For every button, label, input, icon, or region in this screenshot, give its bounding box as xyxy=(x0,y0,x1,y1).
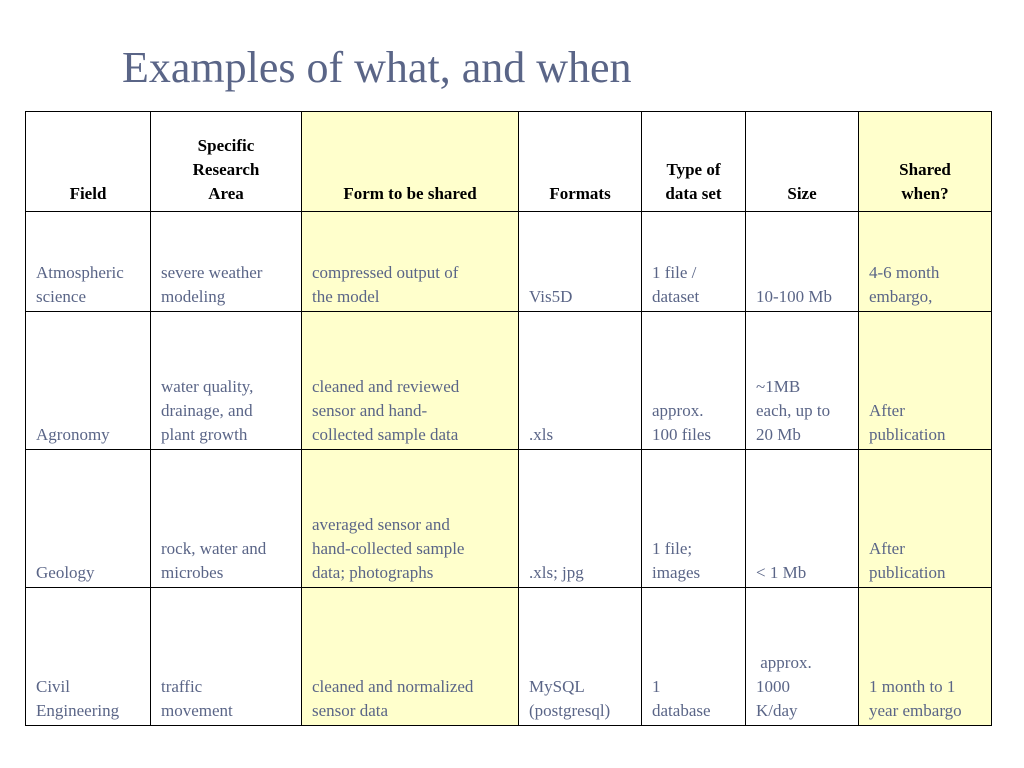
cell-text: dataset xyxy=(652,287,700,306)
header-text: when? xyxy=(901,184,949,203)
cell-research-area xyxy=(151,212,302,312)
cell-formats xyxy=(519,588,642,726)
cell-text: science xyxy=(36,287,87,306)
cell-text: K/day xyxy=(756,701,798,720)
cell-text: traffic xyxy=(161,677,203,696)
cell-text: 1 month to 1 xyxy=(869,677,956,696)
table-row xyxy=(26,312,992,450)
header-cell-size xyxy=(746,112,859,212)
slide-title: Examples of what, and when xyxy=(122,43,632,92)
cell-size xyxy=(746,588,859,726)
cell-type-of-data-set xyxy=(642,312,746,450)
header-cell-specific-research-area xyxy=(151,112,302,212)
header-cell-formats xyxy=(519,112,642,212)
cell-text: .xls; jpg xyxy=(529,563,584,582)
cell-text: cleaned and normalized xyxy=(312,677,474,696)
cell-text: each, up to xyxy=(756,401,831,420)
cell-text: sensor and hand- xyxy=(312,401,428,420)
cell-text: the model xyxy=(312,287,380,306)
cell-shared-when xyxy=(859,588,992,726)
cell-type-of-data-set xyxy=(642,450,746,588)
cell-text: 20 Mb xyxy=(756,425,801,444)
cell-formats xyxy=(519,450,642,588)
header-text: Type of xyxy=(666,160,721,179)
cell-text: 1 file / xyxy=(652,263,697,282)
header-text: Research xyxy=(192,160,260,179)
header-row xyxy=(26,112,992,212)
cell-type-of-data-set xyxy=(642,212,746,312)
cell-text: After xyxy=(869,539,905,558)
cell-text: publication xyxy=(869,563,946,582)
header-text: Specific xyxy=(197,136,255,155)
cell-text: water quality, xyxy=(161,377,254,396)
cell-field xyxy=(26,312,151,450)
cell-text: sensor data xyxy=(312,701,389,720)
cell-text: movement xyxy=(161,701,233,720)
cell-text: embargo, xyxy=(869,287,933,306)
cell-type-of-data-set xyxy=(642,588,746,726)
cell-form-to-be-shared xyxy=(302,312,519,450)
cell-size xyxy=(746,212,859,312)
cell-text: year embargo xyxy=(869,701,962,720)
cell-text: rock, water and xyxy=(161,539,267,558)
cell-text: < 1 Mb xyxy=(756,563,807,582)
cell-text: Vis5D xyxy=(529,287,573,306)
cell-text: modeling xyxy=(161,287,226,306)
header-text: Shared xyxy=(899,160,951,179)
header-text: Area xyxy=(208,184,244,203)
header-cell-form-to-be-shared xyxy=(302,112,519,212)
header-text: data set xyxy=(665,184,722,203)
cell-size xyxy=(746,312,859,450)
cell-text: 1 file; xyxy=(652,539,693,558)
cell-research-area xyxy=(151,450,302,588)
cell-field xyxy=(26,588,151,726)
cell-text: (postgresql) xyxy=(529,701,611,720)
cell-form-to-be-shared xyxy=(302,450,519,588)
header-text: Size xyxy=(787,184,817,203)
cell-text: hand-collected sample xyxy=(312,539,465,558)
cell-shared-when xyxy=(859,212,992,312)
cell-text: 10-100 Mb xyxy=(756,287,833,306)
cell-text: Civil xyxy=(36,677,71,696)
cell-text: approx. xyxy=(756,653,812,672)
cell-text: 1000 xyxy=(756,677,790,696)
cell-text: After xyxy=(869,401,905,420)
header-text: Field xyxy=(69,184,107,203)
cell-text: 100 files xyxy=(652,425,712,444)
cell-text: 4-6 month xyxy=(869,263,940,282)
cell-text: .xls xyxy=(529,425,554,444)
table-row xyxy=(26,450,992,588)
cell-research-area xyxy=(151,312,302,450)
cell-text: data; photographs xyxy=(312,563,434,582)
cell-text: Agronomy xyxy=(36,425,110,444)
cell-form-to-be-shared xyxy=(302,212,519,312)
cell-shared-when xyxy=(859,450,992,588)
cell-size xyxy=(746,450,859,588)
cell-text: plant growth xyxy=(161,425,248,444)
cell-text: approx. xyxy=(652,401,704,420)
header-cell-field xyxy=(26,112,151,212)
cell-text: microbes xyxy=(161,563,224,582)
cell-text: 1 xyxy=(652,677,661,696)
cell-text: publication xyxy=(869,425,946,444)
cell-text: ~1MB xyxy=(756,377,801,396)
cell-text: Atmospheric xyxy=(36,263,124,282)
cell-research-area xyxy=(151,588,302,726)
header-text: Form to be shared xyxy=(343,184,477,203)
header-text: Formats xyxy=(549,184,611,203)
cell-shared-when xyxy=(859,312,992,450)
header-cell-type-of-data-set xyxy=(642,112,746,212)
cell-formats xyxy=(519,312,642,450)
cell-text: collected sample data xyxy=(312,425,459,444)
header-cell-shared-when xyxy=(859,112,992,212)
cell-field xyxy=(26,212,151,312)
cell-field xyxy=(26,450,151,588)
cell-formats xyxy=(519,212,642,312)
cell-text: database xyxy=(652,701,711,720)
cell-text: cleaned and reviewed xyxy=(312,377,460,396)
cell-text: drainage, and xyxy=(161,401,253,420)
table-row xyxy=(26,588,992,726)
data-table xyxy=(25,111,992,726)
cell-text: images xyxy=(652,563,701,582)
cell-text: averaged sensor and xyxy=(312,515,450,534)
cell-text: Geology xyxy=(36,563,95,582)
cell-text: MySQL xyxy=(529,677,585,696)
cell-form-to-be-shared xyxy=(302,588,519,726)
cell-text: compressed output of xyxy=(312,263,459,282)
cell-text: Engineering xyxy=(36,701,120,720)
table-row xyxy=(26,212,992,312)
cell-text: severe weather xyxy=(161,263,263,282)
